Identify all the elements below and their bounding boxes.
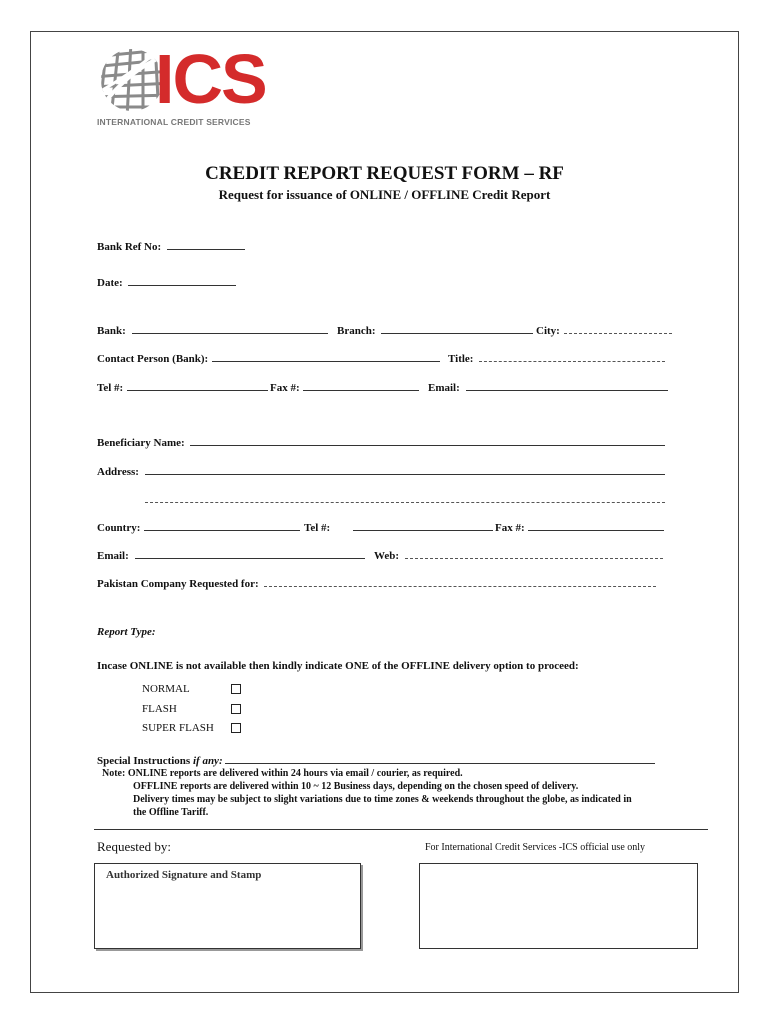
bank-fax-row xyxy=(270,381,419,394)
address-line-2 xyxy=(145,493,665,506)
country-field[interactable] xyxy=(144,521,300,531)
branch-row xyxy=(337,324,533,337)
date-row xyxy=(97,276,236,289)
footer-divider xyxy=(94,829,708,830)
official-use-box[interactable] xyxy=(419,863,698,949)
note-line-3: Delivery times may be subject to slight variations due to time zones & weekends throughout the globe, as indicated in xyxy=(133,794,632,805)
beneficiary-email-row xyxy=(97,549,365,562)
form-subtitle: Request for issuance of ONLINE / OFFLINE Credit Report xyxy=(218,187,551,202)
bank-tel-row xyxy=(97,381,268,394)
date-label: Date: xyxy=(97,277,123,289)
option-normal-label: NORMAL xyxy=(142,683,190,695)
web-field[interactable] xyxy=(405,549,663,559)
contact-row xyxy=(97,352,440,365)
beneficiary-tel-row xyxy=(304,521,493,534)
bank-tel-field[interactable] xyxy=(127,381,268,391)
city-field[interactable] xyxy=(564,324,672,334)
note-line-2: OFFLINE reports are delivered within 10 ~ 12 Business days, depending on the chosen speed of delivery. xyxy=(133,781,579,792)
option-normal-checkbox[interactable] xyxy=(231,684,241,694)
beneficiary-email-field[interactable] xyxy=(135,549,365,559)
title-label: Title: xyxy=(448,353,474,365)
title-row xyxy=(448,352,665,365)
bank-email-label: Email: xyxy=(428,382,460,394)
requested-by-label: Requested by: xyxy=(97,839,172,854)
bank-ref-row xyxy=(97,240,245,253)
signature-box[interactable] xyxy=(94,863,361,949)
address-field-1[interactable] xyxy=(145,465,665,475)
report-type-instruction: Incase ONLINE is not available then kindly indicate ONE of the OFFLINE delivery option to proceed: xyxy=(97,660,579,672)
bank-label: Bank: xyxy=(97,325,126,337)
branch-field[interactable] xyxy=(381,324,533,334)
bank-email-field[interactable] xyxy=(466,381,668,391)
option-flash-label: FLASH xyxy=(142,703,177,715)
beneficiary-name-field[interactable] xyxy=(190,436,665,446)
beneficiary-name-row xyxy=(97,436,665,449)
city-row xyxy=(536,324,672,337)
special-instructions-row xyxy=(97,754,655,767)
special-instructions-suffix: if any: xyxy=(192,755,223,767)
ics-logo xyxy=(97,40,337,127)
city-label: City: xyxy=(536,325,560,337)
option-flash-checkbox[interactable] xyxy=(231,704,241,714)
bank-fax-field[interactable] xyxy=(303,381,419,391)
official-use-label: For International Credit Services -ICS official use only xyxy=(425,842,646,853)
bank-fax-label: Fax #: xyxy=(270,382,300,394)
company-field[interactable] xyxy=(264,577,656,587)
special-instructions-label: Special Instructions xyxy=(97,755,191,767)
note-line-1: Note: ONLINE reports are delivered within 24 hours via email / courier, as required. xyxy=(102,768,463,779)
contact-label: Contact Person (Bank): xyxy=(97,353,209,365)
company-row xyxy=(97,577,656,590)
bank-ref-field[interactable] xyxy=(167,240,245,250)
note-line-4: the Offline Tariff. xyxy=(133,807,209,818)
date-field[interactable] xyxy=(128,276,236,286)
option-super-flash-checkbox[interactable] xyxy=(231,723,241,733)
bank-tel-label: Tel #: xyxy=(97,382,124,394)
contact-field[interactable] xyxy=(212,352,440,362)
bank-email-row xyxy=(428,381,668,394)
bank-field[interactable] xyxy=(132,324,328,334)
address-field-2[interactable] xyxy=(145,493,665,503)
form-title: CREDIT REPORT REQUEST FORM – RF xyxy=(205,163,564,184)
beneficiary-fax-label: Fax #: xyxy=(495,522,525,534)
beneficiary-tel-label: Tel #: xyxy=(304,522,331,534)
logo-tagline: INTERNATIONAL CREDIT SERVICES xyxy=(97,117,251,127)
special-instructions-field[interactable] xyxy=(225,754,655,764)
beneficiary-tel-field[interactable] xyxy=(353,521,493,531)
bank-ref-label: Bank Ref No: xyxy=(97,241,162,253)
web-row xyxy=(374,549,663,562)
beneficiary-fax-row xyxy=(495,521,664,534)
signature-label: Authorized Signature and Stamp xyxy=(106,869,262,881)
address-row xyxy=(97,465,665,478)
address-label: Address: xyxy=(97,466,139,478)
country-row xyxy=(97,521,300,534)
beneficiary-name-label: Beneficiary Name: xyxy=(97,437,185,449)
option-super-flash-label: SUPER FLASH xyxy=(142,722,214,734)
form-page xyxy=(30,31,739,993)
report-type-label: Report Type: xyxy=(97,626,156,638)
beneficiary-fax-field[interactable] xyxy=(528,521,664,531)
web-label: Web: xyxy=(374,550,400,562)
title-field[interactable] xyxy=(479,352,665,362)
beneficiary-email-label: Email: xyxy=(97,550,129,562)
branch-label: Branch: xyxy=(337,325,376,337)
bank-row xyxy=(97,324,328,337)
logo-brand: ICS xyxy=(155,40,266,118)
country-label: Country: xyxy=(97,522,141,534)
company-label: Pakistan Company Requested for: xyxy=(97,578,259,590)
